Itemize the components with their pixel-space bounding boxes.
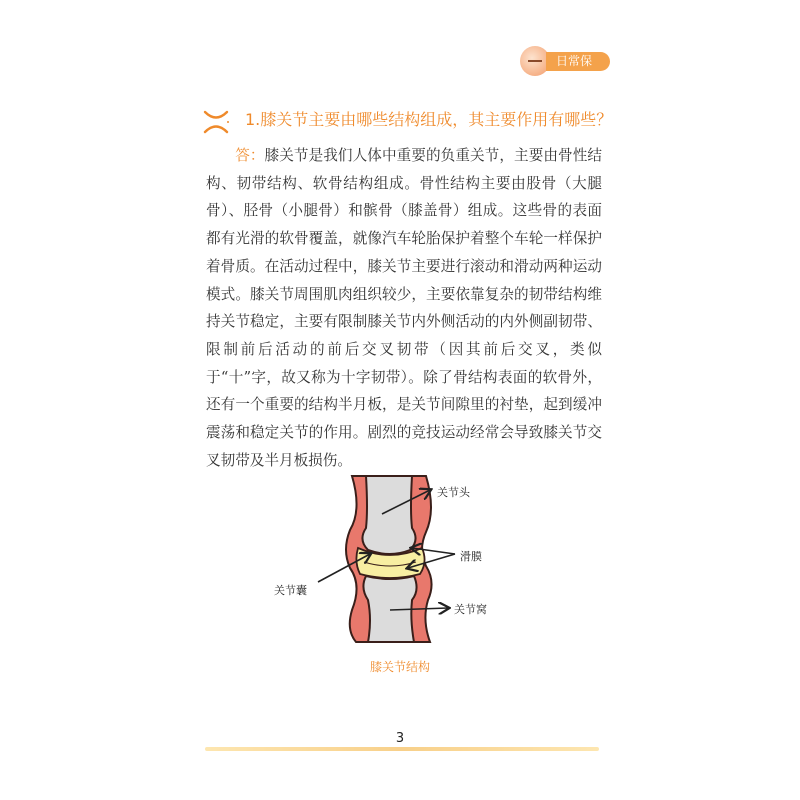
question-text: 1.膝关节主要由哪些结构组成，其主要作用有哪些？ xyxy=(245,110,613,129)
answer-paragraph xyxy=(206,142,602,474)
answer-body: 膝关节是我们人体中重要的负重关节，主要由骨性结构、韧带结构、软骨结构组成。骨性结构主要由股骨（大腿骨）、胫骨（小腿骨）和髌骨（膝盖骨）组成。这些骨的表面都有光滑的软骨覆盖，就像汽车轮胎保护着整个车轮一样保护着骨质。在活动过程中，膝关节主要进行滚动和滑动两种运动模式。膝关节周围肌肉组织较少，主要依靠复杂的韧带结构维持关节稳定，主要有限制膝关节内外侧活动的内外侧副韧带、限制前后活动的前后交叉韧带（因其前后交叉，类似于“十”字，故又称为十字韧带）。除了骨结构表面的软骨外，还有一个重要的结构半月板，是关节间隙里的衬垫，起到缓冲震荡和稳定关节的作用。剧烈的竞技运动经常会导致膝关节交叉韧带及半月板损伤。 xyxy=(206,147,602,469)
label-synovium: 滑膜 xyxy=(460,550,482,563)
joint-head-bone xyxy=(362,476,415,554)
knee-joint-diagram xyxy=(270,470,550,670)
label-joint-head: 关节头 xyxy=(437,486,470,499)
answer-label: 答： xyxy=(235,147,265,164)
section-badge xyxy=(520,46,610,87)
question-mark-icon xyxy=(203,109,229,135)
figure-caption: 膝关节结构 xyxy=(369,660,430,674)
page-number: 3 xyxy=(395,731,405,746)
label-joint-socket: 关节窝 xyxy=(454,603,487,616)
label-joint-capsule: 关节囊 xyxy=(274,584,307,597)
section-tag: 日常保健 xyxy=(546,52,610,71)
knee-joint-illustration xyxy=(270,470,550,670)
footer-bar xyxy=(205,747,599,751)
question-heading xyxy=(203,107,623,135)
